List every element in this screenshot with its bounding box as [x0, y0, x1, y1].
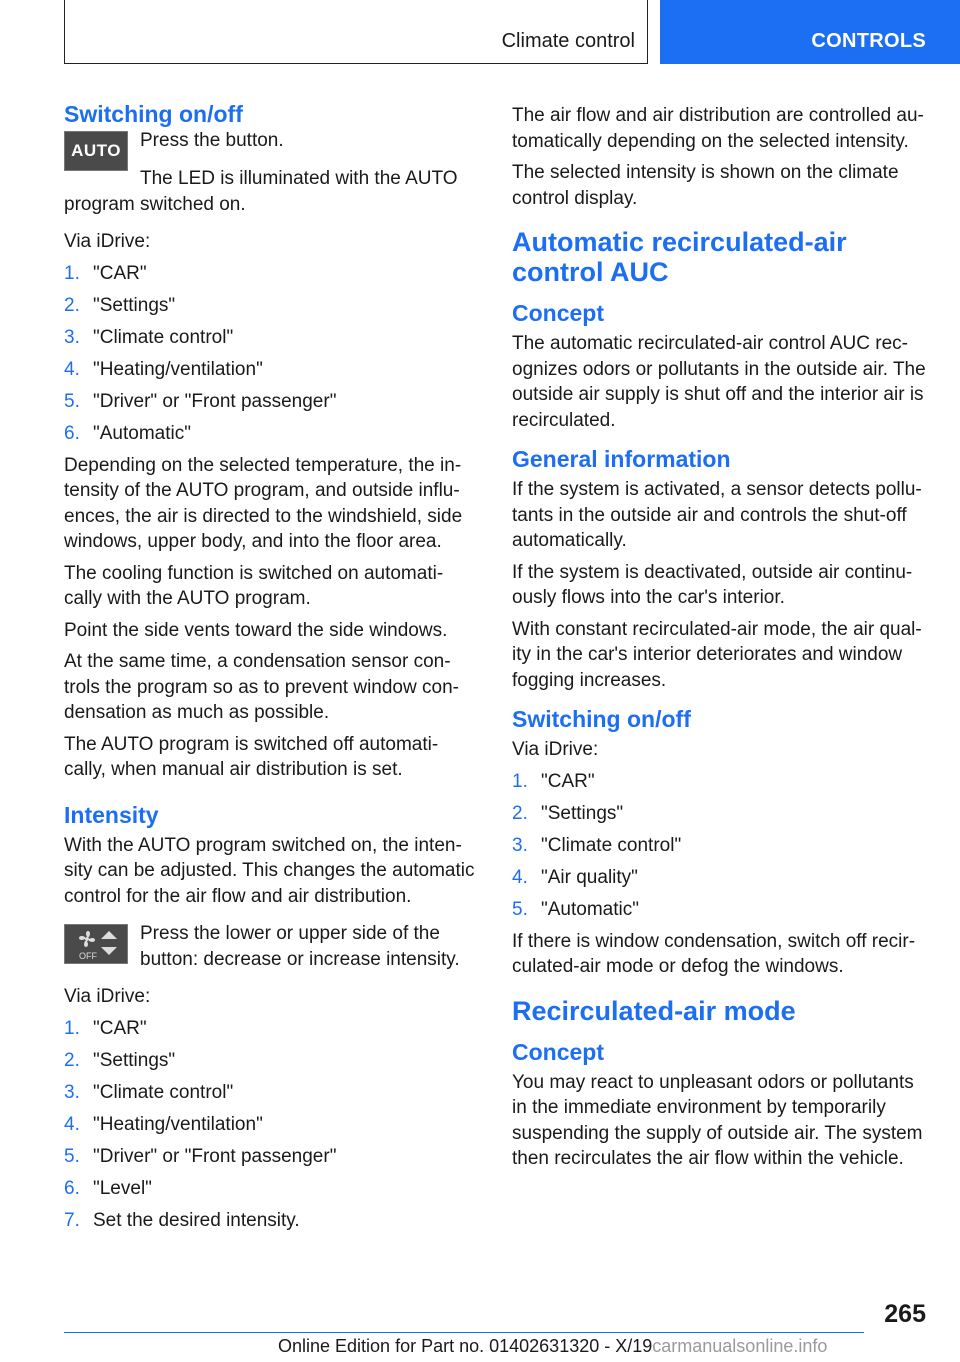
list-item: 5. "Automatic": [512, 898, 639, 920]
footer-watermark: carmanualsonline.info: [652, 1336, 828, 1356]
list-item: 2. "Settings": [64, 294, 176, 316]
paragraph-condensation-sensor: At the same time, a condensation sensor con-trols the program so as to prevent window con-densation as much as possible.: [64, 651, 459, 723]
list-item: 6. "Level": [64, 1177, 152, 1199]
list-item: 1. "CAR": [64, 262, 147, 284]
fan-button-row: [64, 921, 480, 972]
heading-general-information: General information: [512, 446, 731, 472]
list-item: 4. "Air quality": [512, 866, 638, 888]
idrive-list-air-quality: [512, 769, 928, 923]
fan-icon: [65, 925, 127, 963]
paragraph-deactivated: If the system is deactivated, outside air continu-ously flows into the car's interior.: [512, 561, 913, 608]
list-item: 2. "Settings": [64, 1049, 176, 1071]
right-column: [512, 103, 928, 1178]
paragraph-point-vents: Point the side vents toward the side windows.: [64, 619, 448, 641]
list-item: 1. "CAR": [64, 1017, 147, 1039]
paragraph-auto-off: The AUTO program is switched off automati-cally, when manual air distribution is set.: [64, 733, 439, 780]
list-item: 3. "Climate control": [512, 834, 682, 856]
heading-concept: Concept: [512, 300, 604, 326]
paragraph-intensity: With the AUTO program switched on, the inten-sity can be adjusted. This changes the automatic control for the air flow and air distribution.: [64, 834, 475, 907]
list-item: 7. Set the desired intensity.: [64, 1209, 300, 1231]
list-item: 4. "Heating/ventilation": [64, 1113, 263, 1135]
list-item: 4. "Heating/ventilation": [64, 358, 263, 380]
paragraph-concept-recirc: You may react to unpleasant odors or pollutants in the immediate environment by temporarily suspending the supply of outside air. The system then recirculates the air flow within the vehicle.: [512, 1071, 923, 1169]
list-item: 3. "Climate control": [64, 1081, 234, 1103]
via-idrive-label: Via iDrive:: [64, 231, 151, 252]
footer-edition-text: Online Edition for Part no. 01402631320 - X/19: [278, 1336, 653, 1356]
list-item: 1. "CAR": [512, 770, 595, 792]
header-section-title: Climate control: [501, 30, 635, 52]
auto-button-label: AUTO: [71, 141, 121, 160]
header-section-box: [64, 0, 648, 64]
auto-button-icon: [64, 131, 128, 171]
heading-intensity: Intensity: [64, 801, 159, 828]
header-chapter-tab: [660, 0, 960, 64]
paragraph-airflow: The air flow and air distribution are controlled au-tomatically depending on the selected intensity.: [512, 105, 924, 152]
paragraph-window-condensation: If there is window condensation, switch off recir-culated-air mode or defog the windows.: [512, 930, 916, 977]
press-button-text: Press the button.: [140, 130, 284, 151]
idrive-list-auto: [64, 261, 480, 447]
heading-recirculated-air-mode: Recirculated-air mode: [512, 995, 796, 1026]
idrive-list-intensity: [64, 1016, 480, 1234]
paragraph-intensity-shown: The selected intensity is shown on the climate control display.: [512, 162, 899, 209]
list-item: 5. "Driver" or "Front passenger": [64, 390, 337, 412]
heading-switching-on-off: Switching on/off: [512, 706, 691, 732]
heading-auc: Automatic recirculated-air control AUC: [512, 227, 847, 287]
paragraph-constant-recirc: With constant recirculated-air mode, the air qual-ity in the car's interior deteriorates and window fogging increases.: [512, 618, 922, 691]
heading-concept: Concept: [512, 1038, 604, 1065]
paragraph-concept-auc: The automatic recirculated-air control AUC rec-ognizes odors or pollutants in the outside air. The outside air supply is shut off and the interior air is recirculated.: [512, 333, 926, 431]
list-item: 6. "Automatic": [64, 422, 191, 444]
fan-intensity-button-icon: [64, 924, 128, 964]
paragraph-cooling: The cooling function is switched on automati-cally with the AUTO program.: [64, 562, 444, 609]
left-column: [64, 100, 480, 1240]
header-chapter-title: CONTROLS: [811, 30, 926, 52]
list-item: 5. "Driver" or "Front passenger": [64, 1145, 337, 1167]
list-item: 3. "Climate control": [64, 326, 234, 348]
auto-button-row: [64, 128, 480, 172]
footer-rule: [64, 1332, 864, 1333]
via-idrive-label: Via iDrive:: [64, 986, 151, 1007]
led-text: The LED is illuminated with the AUTO program switched on.: [64, 168, 458, 215]
paragraph-activated: If the system is activated, a sensor detects pollu-tants in the outside air and controls the shut-off automatically.: [512, 479, 922, 551]
heading-switching-on-off: Switching on/off: [64, 101, 243, 127]
via-idrive-label: Via iDrive:: [512, 739, 599, 760]
page-number: 265: [884, 1300, 926, 1328]
svg-text:OFF: OFF: [79, 951, 97, 961]
list-item: 2. "Settings": [512, 802, 624, 824]
footer-edition: [278, 1336, 827, 1357]
paragraph-depending: Depending on the selected temperature, the in-tensity of the AUTO program, and outside influ-ences, the air is directed to the windshield, side windows, upper body, and into the floor area.: [64, 454, 463, 552]
press-lower-upper-text: Press the lower or upper side of the button: decrease or increase intensity.: [140, 923, 460, 970]
